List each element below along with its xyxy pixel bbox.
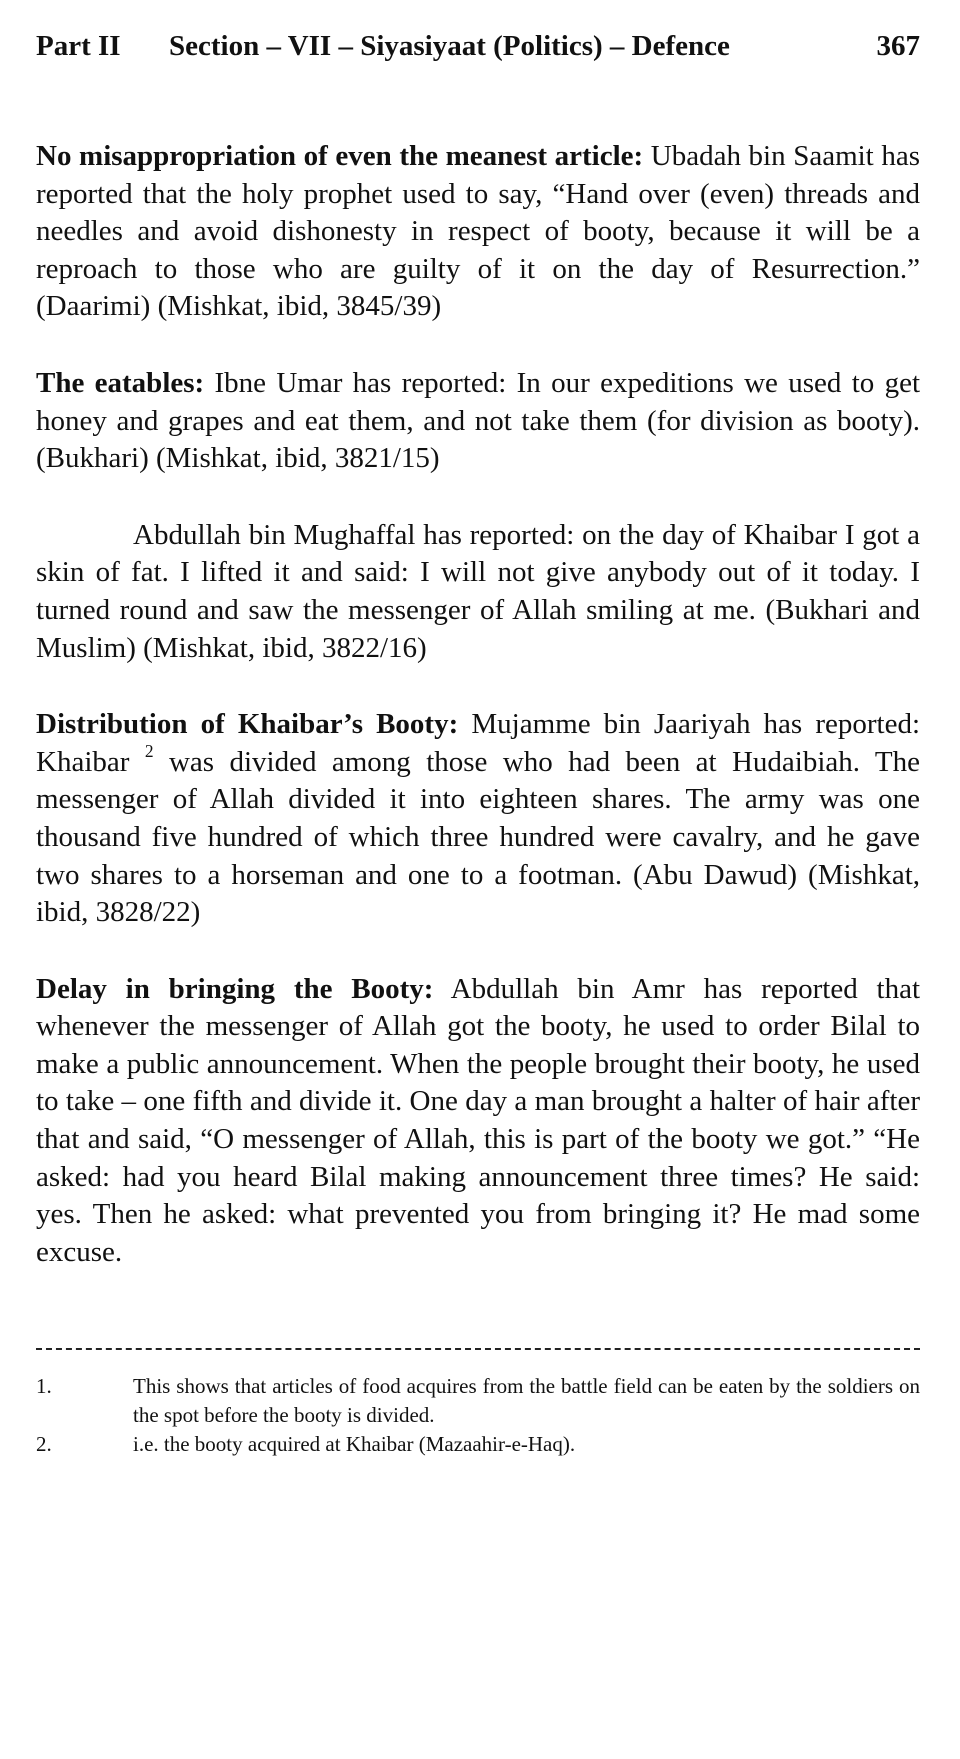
footnote-text: This shows that articles of food acquires from the battle field can be eaten by the soldiers on the spot before the booty is divided. <box>133 1374 920 1427</box>
paragraph-heading: Distribution of Khaibar’s Booty: <box>36 708 459 741</box>
paragraph-text: Abdullah bin Amr has reported that whenever the messenger of Allah got the booty, he used to order Bilal to make a public announcement. When the people brought their booty, he used to take – one fifth and divide it. One day a man brought a halter of hair after that and said, “O messenger of Allah, this is part of the booty we got.” “He asked: had you heard Bilal making announcement three times? He said: yes. Then he asked: what prevented you from bringing it? He mad some excuse. <box>36 972 920 1268</box>
header-section-title: Section – VII – Siyasiyaat (Politics) – Defence <box>169 30 730 62</box>
paragraph-heading: No misappropriation of even the meanest article: <box>36 140 644 172</box>
header-part: Part II <box>36 30 121 62</box>
footnote-text: i.e. the booty acquired at Khaibar (Mazaahir-e-Haq). <box>133 1432 576 1456</box>
paragraph-text: Ibne Umar has reported: In our expeditions we used to get honey and grapes and eat them, and not take them (for division as booty). (Bukhari) (Mishkat, ibid, 3821/15) <box>36 366 920 475</box>
paragraph-text: Abdullah bin Mughaffal has reported: on the day of Khaibar I got a skin of fat. I lifted it and said: I will not give anybody out of it today. I turned round and saw the messenger of Allah smiling at me. (Bukhari and Muslim) (Mishkat, ibid, 3822/16) <box>36 518 920 664</box>
body-text <box>36 138 920 1310</box>
paragraph-misappropriation <box>36 138 920 326</box>
paragraph-text: Ubadah bin Saamit has reported that the holy prophet used to say, “Hand over (even) threads and needles and avoid dishonesty in respect of booty, because it will be a reproach to those who are guilty of it on the day of Resurrection.” (Daarimi) (Mishkat, ibid, 3845/39) <box>36 140 920 323</box>
paragraph-abdullah-mughaffal <box>36 517 920 667</box>
footnote-number: 2. <box>36 1432 52 1456</box>
footnotes <box>36 1372 920 1459</box>
footnote-number: 1. <box>36 1374 52 1398</box>
paragraph-delay-booty <box>36 971 920 1272</box>
footnote-item <box>36 1430 920 1459</box>
paragraph-khaibar-booty <box>36 706 920 932</box>
footnote-item <box>36 1372 920 1430</box>
footnote-reference: 2 <box>144 741 154 762</box>
paragraph-heading: Delay in bringing the Booty: <box>36 972 434 1005</box>
footnote-divider <box>36 1348 920 1350</box>
paragraph-heading: The eatables: <box>36 366 205 399</box>
page-number: 367 <box>876 30 920 62</box>
paragraph-text: Mujamme bin Jaariyah has reported: Khaibar <box>36 708 920 778</box>
paragraph-eatables <box>36 365 920 478</box>
paragraph-text: was divided among those who had been at Hudaibiah. The messenger of Allah divided it into eighteen shares. The army was one thousand five hundred of which three hundred were cavalry, and he gave two shares to a horseman and one to a footman. (Abu Dawud) (Mishkat, ibid, 3828/22) <box>36 745 921 929</box>
